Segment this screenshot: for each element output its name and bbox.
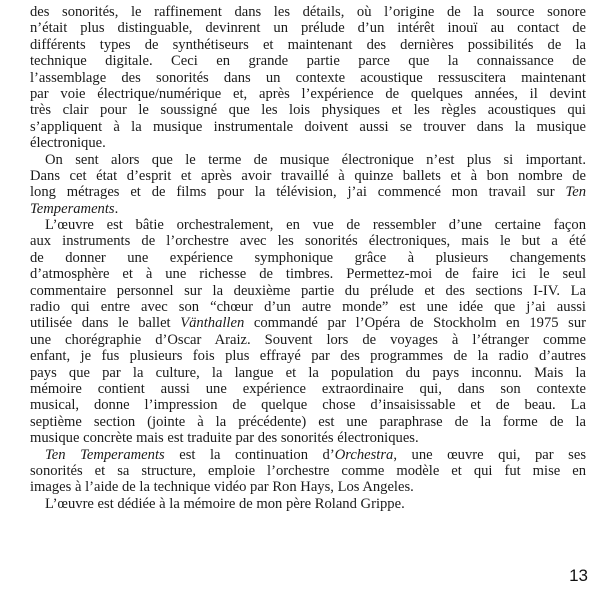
text-line — [30, 463, 586, 479]
text-line — [30, 102, 586, 118]
text-line — [30, 152, 586, 168]
text-line — [30, 70, 586, 86]
text-line — [30, 479, 586, 495]
paragraph — [30, 152, 586, 218]
text-run: , une œuvre qui, par ses — [393, 446, 586, 463]
text-run: musical, donne l’impression de quelque chose d’insaisissable et de beau. La — [30, 397, 586, 414]
text-line — [30, 86, 586, 102]
italic-title: Vänthallen — [180, 315, 245, 332]
text-line — [30, 20, 586, 36]
text-run: n’était plus distinguable, devinrent un prélude d’un intérêt inouï au contact de — [30, 20, 586, 37]
text-run: aux instruments de l’orchestre avec les sonorités électroniques, mais le but a été — [30, 233, 586, 250]
text-line — [30, 447, 586, 463]
text-line — [30, 233, 586, 249]
italic-title: Ten Temperaments — [45, 446, 165, 463]
text-run: commandé par l’Opéra de Stockholm en 1975 sur — [244, 315, 586, 332]
text-run: . — [114, 200, 119, 217]
text-run: L’œuvre est dédiée à la mémoire de mon père Roland Grippe. — [45, 495, 405, 512]
italic-title: Temperaments — [30, 200, 115, 217]
text-line — [30, 135, 586, 151]
text-run: des sonorités, le raffinement dans les détails, où l’origine de la source sonore — [30, 4, 586, 20]
text-line — [30, 414, 586, 430]
text-run: musique concrète mais est traduite par des sonorités électroniques. — [30, 430, 419, 447]
text-run: radio qui entre avec son “chœur d’un autre monde” est une idée que j’ai aussi — [30, 299, 586, 316]
text-line — [30, 266, 586, 282]
italic-title: Orchestra — [334, 446, 394, 463]
text-line — [30, 315, 586, 331]
text-line — [30, 217, 586, 233]
text-run: très clair pour le soussigné que les lois physiques et les règles acoustiques qui — [30, 102, 586, 119]
text-line — [30, 332, 586, 348]
text-run: différents types de synthétiseurs et maintenant des dernières possibilités de la — [30, 36, 586, 53]
text-run: enfant, je fus plusieurs fois plus effrayé par des programmes de la radio d’autres — [30, 348, 586, 365]
text-run: commentaire personnel sur la deuxième partie du prélude et des sections I-IV. La — [30, 282, 586, 299]
text-run: Dans cet état d’esprit et après avoir travaillé à quinze ballets et à bon nombre de — [30, 167, 586, 184]
text-line — [30, 365, 586, 381]
text-run: d’atmosphère et à une richesse de timbres. Permettez-moi de faire ici le seul — [30, 266, 586, 283]
text-run: est la continuation d’ — [164, 446, 335, 463]
text-line — [30, 430, 586, 446]
text-run: On sent alors que le terme de musique électronique n’est plus si important. — [45, 151, 586, 168]
body-text — [30, 4, 586, 512]
text-run: une chorégraphie d’Oscar Araiz. Souvent lors de voyages à l’étranger comme — [30, 331, 586, 348]
text-line — [30, 299, 586, 315]
italic-title: Ten — [565, 184, 586, 201]
text-run: l’assemblage des sonorités dans un contexte acoustique ressuscitera maintenant — [30, 69, 586, 86]
text-line — [30, 250, 586, 266]
text-line — [30, 397, 586, 413]
text-run: long métrages et de films pour la télévision, j’ai commencé mon travail sur — [30, 184, 566, 201]
text-run: mémoire contient aussi une expérience extraordinaire qui, dans son contexte — [30, 380, 586, 397]
text-run: pays que par la culture, la langue et la population du pays inconnu. Mais la — [30, 364, 586, 381]
text-run: s’appliquent à la musique instrumentale doivent aussi se trouver dans la musique — [30, 118, 586, 135]
paragraph — [30, 496, 586, 512]
text-line — [30, 184, 586, 200]
page-number: 13 — [569, 566, 588, 585]
paragraph — [30, 4, 586, 152]
text-line — [30, 4, 586, 20]
text-line — [30, 283, 586, 299]
text-line — [30, 201, 586, 217]
text-run: technique digitale. Ceci en grande partie parce que la connaissance de — [30, 53, 586, 70]
paragraph — [30, 217, 586, 446]
text-run: utilisée dans le ballet — [30, 315, 181, 332]
text-line — [30, 53, 586, 69]
text-run: septième section (jointe à la précédente) est une paraphrase de la forme de la — [30, 413, 586, 430]
text-line — [30, 381, 586, 397]
text-line — [30, 168, 586, 184]
text-line — [30, 496, 586, 512]
text-run: sonorités et sa structure, emploie l’orchestre comme modèle et qui fut mise en — [30, 462, 586, 479]
text-run: électronique. — [30, 135, 106, 152]
paragraph — [30, 447, 586, 496]
text-run: images à l’aide de la technique vidéo par Ron Hays, Los Angeles. — [30, 479, 414, 496]
text-line — [30, 37, 586, 53]
text-run: par voie électrique/numérique et, après l’expérience de quelques années, il devint — [30, 85, 586, 102]
text-line — [30, 348, 586, 364]
text-run: de donner une expérience symphonique grâce à plusieurs changements — [30, 249, 586, 266]
text-line — [30, 119, 586, 135]
text-run: L’œuvre est bâtie orchestralement, en vue de ressembler d’une certaine façon — [45, 217, 586, 234]
